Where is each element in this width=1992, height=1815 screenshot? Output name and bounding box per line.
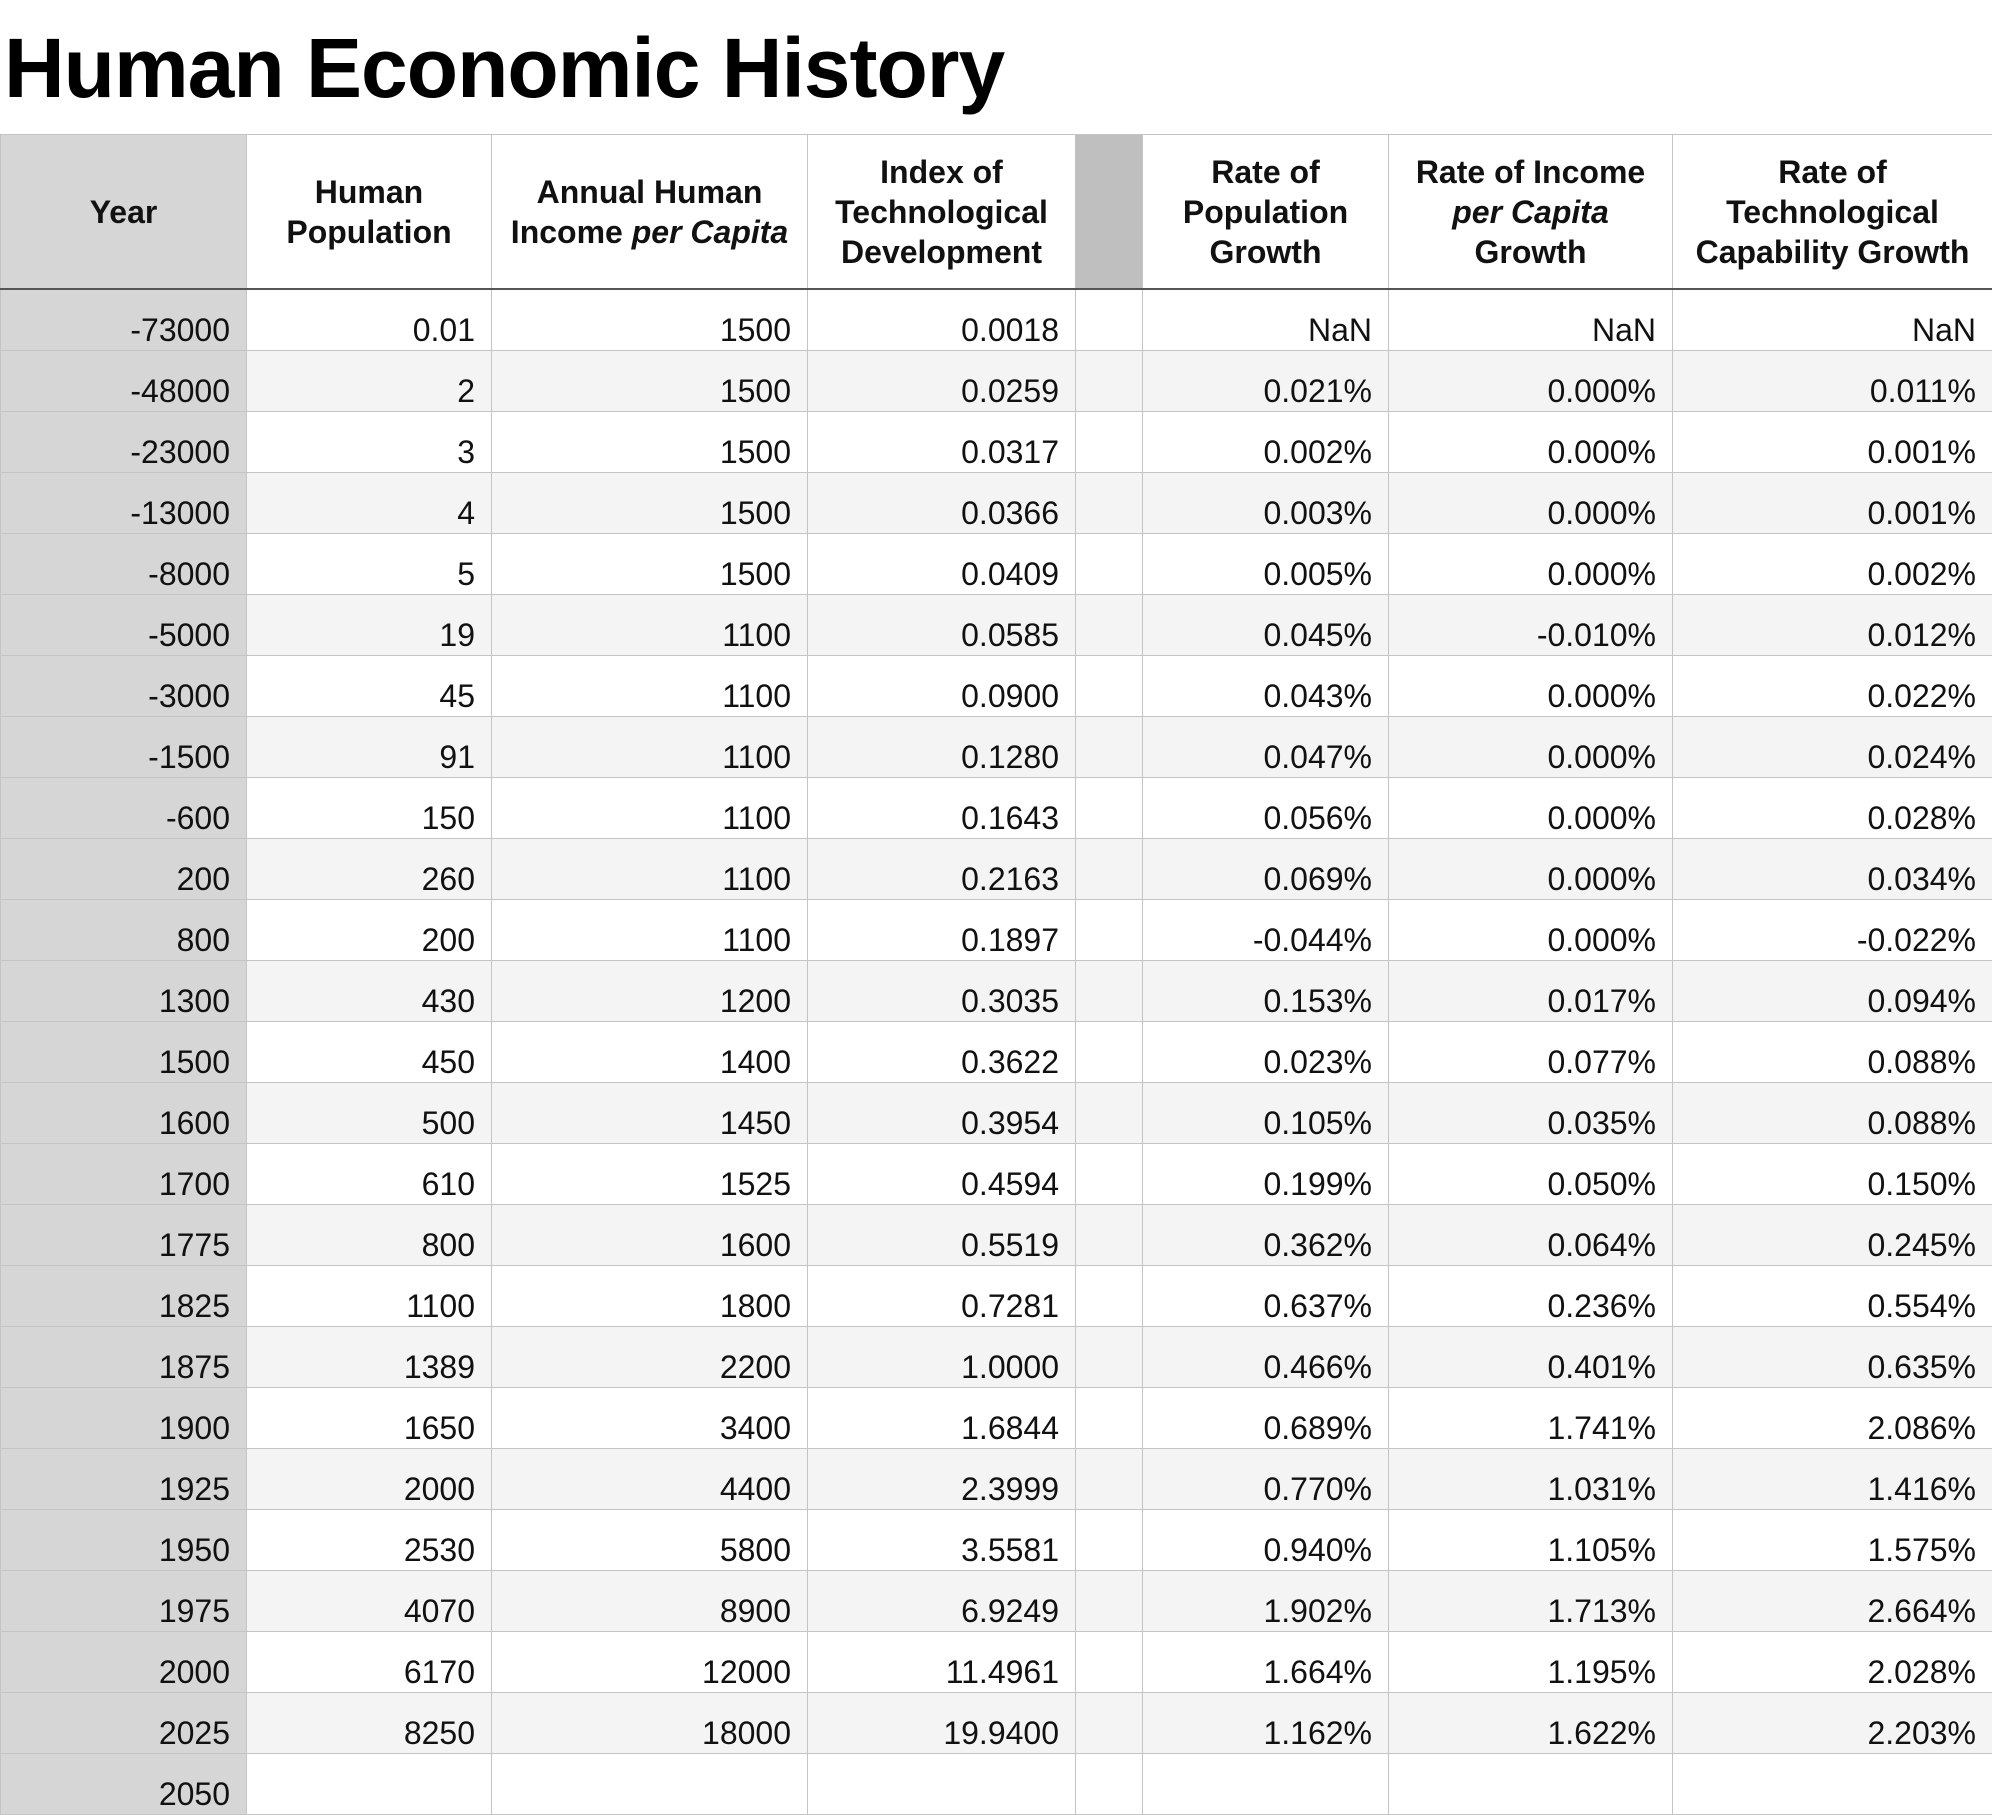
- table-row: [1, 656, 1992, 717]
- cell-rate-population[interactable]: 0.069%: [1143, 839, 1389, 900]
- cell-rate-income[interactable]: 1.195%: [1389, 1632, 1673, 1693]
- cell-tech-index[interactable]: 0.0900: [808, 656, 1076, 717]
- table-row: [1, 839, 1992, 900]
- cell-population[interactable]: 1100: [247, 1266, 492, 1327]
- cell-rate-tech[interactable]: 1.575%: [1673, 1510, 1992, 1571]
- cell-rate-population[interactable]: 0.637%: [1143, 1266, 1389, 1327]
- cell-rate-tech[interactable]: 0.094%: [1673, 961, 1992, 1022]
- cell-rate-tech[interactable]: [1673, 1754, 1992, 1815]
- header-line: Index of: [814, 152, 1069, 192]
- cell-gap[interactable]: [1076, 1205, 1143, 1266]
- cell-year[interactable]: -5000: [1, 595, 247, 656]
- table-row: [1, 1449, 1992, 1510]
- cell-rate-income[interactable]: 0.035%: [1389, 1083, 1673, 1144]
- cell-income[interactable]: 3400: [492, 1388, 808, 1449]
- cell-rate-income[interactable]: 0.000%: [1389, 656, 1673, 717]
- column-header-rate-tech[interactable]: [1673, 135, 1992, 290]
- cell-income[interactable]: 1100: [492, 839, 808, 900]
- cell-tech-index[interactable]: 0.3622: [808, 1022, 1076, 1083]
- cell-rate-population[interactable]: 0.153%: [1143, 961, 1389, 1022]
- cell-income[interactable]: 8900: [492, 1571, 808, 1632]
- cell-gap[interactable]: [1076, 473, 1143, 534]
- cell-rate-income[interactable]: 0.064%: [1389, 1205, 1673, 1266]
- cell-tech-index[interactable]: 11.4961: [808, 1632, 1076, 1693]
- cell-rate-population[interactable]: 0.021%: [1143, 351, 1389, 412]
- cell-rate-income[interactable]: 1.622%: [1389, 1693, 1673, 1754]
- cell-rate-tech[interactable]: 2.086%: [1673, 1388, 1992, 1449]
- cell-gap[interactable]: [1076, 1632, 1143, 1693]
- cell-rate-income[interactable]: 0.050%: [1389, 1144, 1673, 1205]
- cell-gap[interactable]: [1076, 1022, 1143, 1083]
- table-row: [1, 351, 1992, 412]
- cell-gap[interactable]: [1076, 717, 1143, 778]
- cell-year[interactable]: -48000: [1, 351, 247, 412]
- cell-rate-income[interactable]: 1.713%: [1389, 1571, 1673, 1632]
- cell-rate-tech[interactable]: 2.664%: [1673, 1571, 1992, 1632]
- cell-rate-population[interactable]: 0.689%: [1143, 1388, 1389, 1449]
- column-header-gap[interactable]: [1076, 135, 1143, 290]
- cell-population[interactable]: 2000: [247, 1449, 492, 1510]
- cell-gap[interactable]: [1076, 961, 1143, 1022]
- cell-year[interactable]: 200: [1, 839, 247, 900]
- cell-income[interactable]: 1500: [492, 412, 808, 473]
- table-row: [1, 961, 1992, 1022]
- cell-year[interactable]: -73000: [1, 289, 247, 351]
- cell-population[interactable]: 450: [247, 1022, 492, 1083]
- cell-tech-index[interactable]: 6.9249: [808, 1571, 1076, 1632]
- table-row: [1, 534, 1992, 595]
- cell-gap[interactable]: [1076, 289, 1143, 351]
- cell-income[interactable]: 1450: [492, 1083, 808, 1144]
- cell-population[interactable]: 200: [247, 900, 492, 961]
- table-body: [1, 289, 1992, 1815]
- cell-rate-income[interactable]: 0.000%: [1389, 473, 1673, 534]
- table-row: [1, 717, 1992, 778]
- cell-population[interactable]: 260: [247, 839, 492, 900]
- header-line: Human: [253, 172, 485, 212]
- cell-rate-tech[interactable]: 0.088%: [1673, 1022, 1992, 1083]
- cell-tech-index[interactable]: 0.0366: [808, 473, 1076, 534]
- header-italic-text: per Capita: [632, 214, 788, 250]
- header-line: Capability Growth: [1679, 232, 1986, 272]
- cell-gap[interactable]: [1076, 1693, 1143, 1754]
- column-header-rate-population[interactable]: [1143, 135, 1389, 290]
- cell-population[interactable]: 45: [247, 656, 492, 717]
- cell-rate-tech[interactable]: 0.011%: [1673, 351, 1992, 412]
- cell-gap[interactable]: [1076, 534, 1143, 595]
- cell-tech-index[interactable]: 0.0018: [808, 289, 1076, 351]
- cell-rate-population[interactable]: 0.047%: [1143, 717, 1389, 778]
- sheet-title: Human Economic History: [4, 18, 1004, 118]
- cell-year[interactable]: 2050: [1, 1754, 247, 1815]
- cell-population[interactable]: 0.01: [247, 289, 492, 351]
- cell-rate-population[interactable]: 1.664%: [1143, 1632, 1389, 1693]
- cell-rate-income[interactable]: 0.236%: [1389, 1266, 1673, 1327]
- cell-year[interactable]: 1825: [1, 1266, 247, 1327]
- cell-rate-income[interactable]: 0.000%: [1389, 412, 1673, 473]
- cell-rate-income[interactable]: 0.000%: [1389, 778, 1673, 839]
- cell-rate-population[interactable]: [1143, 1754, 1389, 1815]
- cell-population[interactable]: 19: [247, 595, 492, 656]
- cell-year[interactable]: -8000: [1, 534, 247, 595]
- cell-population[interactable]: 2530: [247, 1510, 492, 1571]
- cell-rate-tech[interactable]: 0.245%: [1673, 1205, 1992, 1266]
- header-line: Rate of: [1679, 152, 1986, 192]
- table-row: [1, 1510, 1992, 1571]
- header-line: Development: [814, 232, 1069, 272]
- cell-gap[interactable]: [1076, 778, 1143, 839]
- cell-gap[interactable]: [1076, 1144, 1143, 1205]
- cell-rate-tech[interactable]: NaN: [1673, 289, 1992, 351]
- cell-tech-index[interactable]: 0.7281: [808, 1266, 1076, 1327]
- table-row: [1, 1693, 1992, 1754]
- table-row: [1, 1022, 1992, 1083]
- cell-population[interactable]: 4070: [247, 1571, 492, 1632]
- cell-rate-tech[interactable]: 0.024%: [1673, 717, 1992, 778]
- cell-rate-tech[interactable]: 2.028%: [1673, 1632, 1992, 1693]
- cell-gap[interactable]: [1076, 1510, 1143, 1571]
- cell-income[interactable]: 1400: [492, 1022, 808, 1083]
- cell-rate-tech[interactable]: -0.022%: [1673, 900, 1992, 961]
- cell-rate-population[interactable]: 1.902%: [1143, 1571, 1389, 1632]
- cell-rate-income[interactable]: [1389, 1754, 1673, 1815]
- cell-gap[interactable]: [1076, 1327, 1143, 1388]
- table-row: [1, 473, 1992, 534]
- cell-population[interactable]: 5: [247, 534, 492, 595]
- cell-income[interactable]: 1500: [492, 473, 808, 534]
- cell-year[interactable]: 1950: [1, 1510, 247, 1571]
- cell-income[interactable]: 1100: [492, 656, 808, 717]
- cell-gap[interactable]: [1076, 1571, 1143, 1632]
- cell-year[interactable]: 1775: [1, 1205, 247, 1266]
- cell-rate-tech[interactable]: 0.554%: [1673, 1266, 1992, 1327]
- cell-rate-population[interactable]: 0.056%: [1143, 778, 1389, 839]
- cell-population[interactable]: 500: [247, 1083, 492, 1144]
- cell-rate-population[interactable]: 0.466%: [1143, 1327, 1389, 1388]
- header-line: Growth: [1395, 232, 1666, 272]
- cell-income[interactable]: 1100: [492, 595, 808, 656]
- cell-rate-income[interactable]: 0.017%: [1389, 961, 1673, 1022]
- cell-year[interactable]: 1500: [1, 1022, 247, 1083]
- cell-rate-tech[interactable]: 2.203%: [1673, 1693, 1992, 1754]
- cell-rate-population[interactable]: 0.770%: [1143, 1449, 1389, 1510]
- cell-tech-index[interactable]: 0.1280: [808, 717, 1076, 778]
- cell-rate-tech[interactable]: 0.001%: [1673, 412, 1992, 473]
- cell-rate-income[interactable]: 0.000%: [1389, 839, 1673, 900]
- cell-gap[interactable]: [1076, 900, 1143, 961]
- cell-tech-index[interactable]: 0.3035: [808, 961, 1076, 1022]
- cell-tech-index[interactable]: 0.2163: [808, 839, 1076, 900]
- table-row: [1, 1754, 1992, 1815]
- cell-rate-tech[interactable]: 0.012%: [1673, 595, 1992, 656]
- cell-year[interactable]: 800: [1, 900, 247, 961]
- column-header-income[interactable]: [492, 135, 808, 290]
- cell-rate-income[interactable]: 1.105%: [1389, 1510, 1673, 1571]
- header-italic-text: per Capita: [1395, 192, 1666, 232]
- cell-income[interactable]: 4400: [492, 1449, 808, 1510]
- cell-tech-index[interactable]: 0.4594: [808, 1144, 1076, 1205]
- cell-rate-tech[interactable]: 0.635%: [1673, 1327, 1992, 1388]
- table-row: [1, 1205, 1992, 1266]
- table-row: [1, 1388, 1992, 1449]
- cell-rate-tech[interactable]: 0.150%: [1673, 1144, 1992, 1205]
- cell-rate-population[interactable]: 0.002%: [1143, 412, 1389, 473]
- header-line: Annual Human: [498, 172, 801, 212]
- cell-income[interactable]: 1100: [492, 900, 808, 961]
- cell-population[interactable]: 2: [247, 351, 492, 412]
- cell-tech-index[interactable]: 1.0000: [808, 1327, 1076, 1388]
- header-line: Rate of: [1149, 152, 1382, 192]
- table-row: [1, 900, 1992, 961]
- table-row: [1, 412, 1992, 473]
- cell-rate-income[interactable]: 0.000%: [1389, 900, 1673, 961]
- cell-rate-tech[interactable]: 0.034%: [1673, 839, 1992, 900]
- cell-population[interactable]: 800: [247, 1205, 492, 1266]
- cell-population[interactable]: 91: [247, 717, 492, 778]
- cell-year[interactable]: 1300: [1, 961, 247, 1022]
- table-row: [1, 1083, 1992, 1144]
- cell-rate-tech[interactable]: 0.088%: [1673, 1083, 1992, 1144]
- cell-rate-income[interactable]: 0.000%: [1389, 351, 1673, 412]
- cell-rate-population[interactable]: 0.045%: [1143, 595, 1389, 656]
- cell-tech-index[interactable]: [808, 1754, 1076, 1815]
- cell-year[interactable]: 1900: [1, 1388, 247, 1449]
- cell-gap[interactable]: [1076, 595, 1143, 656]
- cell-rate-income[interactable]: 1.741%: [1389, 1388, 1673, 1449]
- cell-income[interactable]: 1500: [492, 289, 808, 351]
- header-line: Population: [1149, 192, 1382, 232]
- cell-rate-tech[interactable]: 0.002%: [1673, 534, 1992, 595]
- cell-income[interactable]: 2200: [492, 1327, 808, 1388]
- cell-tech-index[interactable]: 3.5581: [808, 1510, 1076, 1571]
- cell-gap[interactable]: [1076, 839, 1143, 900]
- table-row: [1, 1327, 1992, 1388]
- table-row: [1, 1266, 1992, 1327]
- cell-year[interactable]: -1500: [1, 717, 247, 778]
- cell-year[interactable]: 1600: [1, 1083, 247, 1144]
- data-table: [0, 134, 1992, 1815]
- cell-year[interactable]: 2025: [1, 1693, 247, 1754]
- cell-gap[interactable]: [1076, 1083, 1143, 1144]
- cell-rate-tech[interactable]: 0.022%: [1673, 656, 1992, 717]
- cell-tech-index[interactable]: 0.1897: [808, 900, 1076, 961]
- cell-population[interactable]: 610: [247, 1144, 492, 1205]
- cell-population[interactable]: 8250: [247, 1693, 492, 1754]
- cell-rate-income[interactable]: 0.000%: [1389, 534, 1673, 595]
- cell-rate-income[interactable]: 1.031%: [1389, 1449, 1673, 1510]
- cell-tech-index[interactable]: 19.9400: [808, 1693, 1076, 1754]
- cell-rate-population[interactable]: 1.162%: [1143, 1693, 1389, 1754]
- cell-rate-population[interactable]: -0.044%: [1143, 900, 1389, 961]
- cell-tech-index[interactable]: 0.0259: [808, 351, 1076, 412]
- cell-population[interactable]: 430: [247, 961, 492, 1022]
- cell-rate-population[interactable]: 0.940%: [1143, 1510, 1389, 1571]
- cell-tech-index[interactable]: 1.6844: [808, 1388, 1076, 1449]
- cell-income[interactable]: 1500: [492, 534, 808, 595]
- cell-rate-tech[interactable]: 1.416%: [1673, 1449, 1992, 1510]
- header-row: [1, 135, 1992, 290]
- cell-rate-tech[interactable]: 0.001%: [1673, 473, 1992, 534]
- cell-gap[interactable]: [1076, 1754, 1143, 1815]
- cell-rate-population[interactable]: 0.199%: [1143, 1144, 1389, 1205]
- cell-population[interactable]: 1389: [247, 1327, 492, 1388]
- cell-income[interactable]: 1525: [492, 1144, 808, 1205]
- cell-gap[interactable]: [1076, 412, 1143, 473]
- cell-year[interactable]: 1925: [1, 1449, 247, 1510]
- cell-rate-tech[interactable]: 0.028%: [1673, 778, 1992, 839]
- cell-population[interactable]: 3: [247, 412, 492, 473]
- cell-rate-population[interactable]: 0.023%: [1143, 1022, 1389, 1083]
- cell-population[interactable]: 4: [247, 473, 492, 534]
- cell-year[interactable]: 1875: [1, 1327, 247, 1388]
- column-header-rate-income[interactable]: [1389, 135, 1673, 290]
- cell-tech-index[interactable]: 2.3999: [808, 1449, 1076, 1510]
- cell-income[interactable]: 5800: [492, 1510, 808, 1571]
- cell-income[interactable]: 1500: [492, 351, 808, 412]
- cell-tech-index[interactable]: 0.0317: [808, 412, 1076, 473]
- header-line: Rate of Income: [1395, 152, 1666, 192]
- cell-year[interactable]: 1700: [1, 1144, 247, 1205]
- cell-gap[interactable]: [1076, 1449, 1143, 1510]
- header-line: Population: [253, 212, 485, 252]
- cell-tech-index[interactable]: 0.0409: [808, 534, 1076, 595]
- header-line: Technological: [814, 192, 1069, 232]
- cell-income[interactable]: [492, 1754, 808, 1815]
- cell-population[interactable]: 6170: [247, 1632, 492, 1693]
- cell-rate-income[interactable]: -0.010%: [1389, 595, 1673, 656]
- cell-year[interactable]: -13000: [1, 473, 247, 534]
- cell-rate-income[interactable]: NaN: [1389, 289, 1673, 351]
- cell-population[interactable]: [247, 1754, 492, 1815]
- cell-rate-income[interactable]: 0.000%: [1389, 717, 1673, 778]
- cell-income[interactable]: 1100: [492, 717, 808, 778]
- cell-population[interactable]: 150: [247, 778, 492, 839]
- cell-gap[interactable]: [1076, 351, 1143, 412]
- header-line: [498, 212, 801, 252]
- header-line: Technological: [1679, 192, 1986, 232]
- cell-tech-index[interactable]: 0.5519: [808, 1205, 1076, 1266]
- cell-year[interactable]: -23000: [1, 412, 247, 473]
- cell-rate-population[interactable]: 0.105%: [1143, 1083, 1389, 1144]
- cell-income[interactable]: 1200: [492, 961, 808, 1022]
- header-text: Income: [511, 214, 632, 250]
- cell-rate-income[interactable]: 0.077%: [1389, 1022, 1673, 1083]
- cell-income[interactable]: 1600: [492, 1205, 808, 1266]
- cell-rate-income[interactable]: 0.401%: [1389, 1327, 1673, 1388]
- cell-gap[interactable]: [1076, 656, 1143, 717]
- cell-rate-population[interactable]: 0.005%: [1143, 534, 1389, 595]
- cell-income[interactable]: 1100: [492, 778, 808, 839]
- cell-year[interactable]: 1975: [1, 1571, 247, 1632]
- cell-tech-index[interactable]: 0.1643: [808, 778, 1076, 839]
- cell-year[interactable]: -600: [1, 778, 247, 839]
- cell-year[interactable]: -3000: [1, 656, 247, 717]
- header-line: Growth: [1149, 232, 1382, 272]
- table-row: [1, 595, 1992, 656]
- column-header-year-label: Year: [90, 194, 158, 230]
- table-row: [1, 1632, 1992, 1693]
- cell-gap[interactable]: [1076, 1388, 1143, 1449]
- cell-gap[interactable]: [1076, 1266, 1143, 1327]
- table-row: [1, 289, 1992, 351]
- cell-rate-population[interactable]: 0.362%: [1143, 1205, 1389, 1266]
- table-row: [1, 778, 1992, 839]
- cell-tech-index[interactable]: 0.3954: [808, 1083, 1076, 1144]
- column-header-year[interactable]: [1, 135, 247, 290]
- cell-income[interactable]: 12000: [492, 1632, 808, 1693]
- cell-population[interactable]: 1650: [247, 1388, 492, 1449]
- cell-income[interactable]: 18000: [492, 1693, 808, 1754]
- cell-rate-population[interactable]: NaN: [1143, 289, 1389, 351]
- cell-income[interactable]: 1800: [492, 1266, 808, 1327]
- cell-year[interactable]: 2000: [1, 1632, 247, 1693]
- cell-rate-population[interactable]: 0.003%: [1143, 473, 1389, 534]
- cell-rate-population[interactable]: 0.043%: [1143, 656, 1389, 717]
- column-header-tech-index[interactable]: [808, 135, 1076, 290]
- table-row: [1, 1144, 1992, 1205]
- column-header-population[interactable]: [247, 135, 492, 290]
- cell-tech-index[interactable]: 0.0585: [808, 595, 1076, 656]
- table-row: [1, 1571, 1992, 1632]
